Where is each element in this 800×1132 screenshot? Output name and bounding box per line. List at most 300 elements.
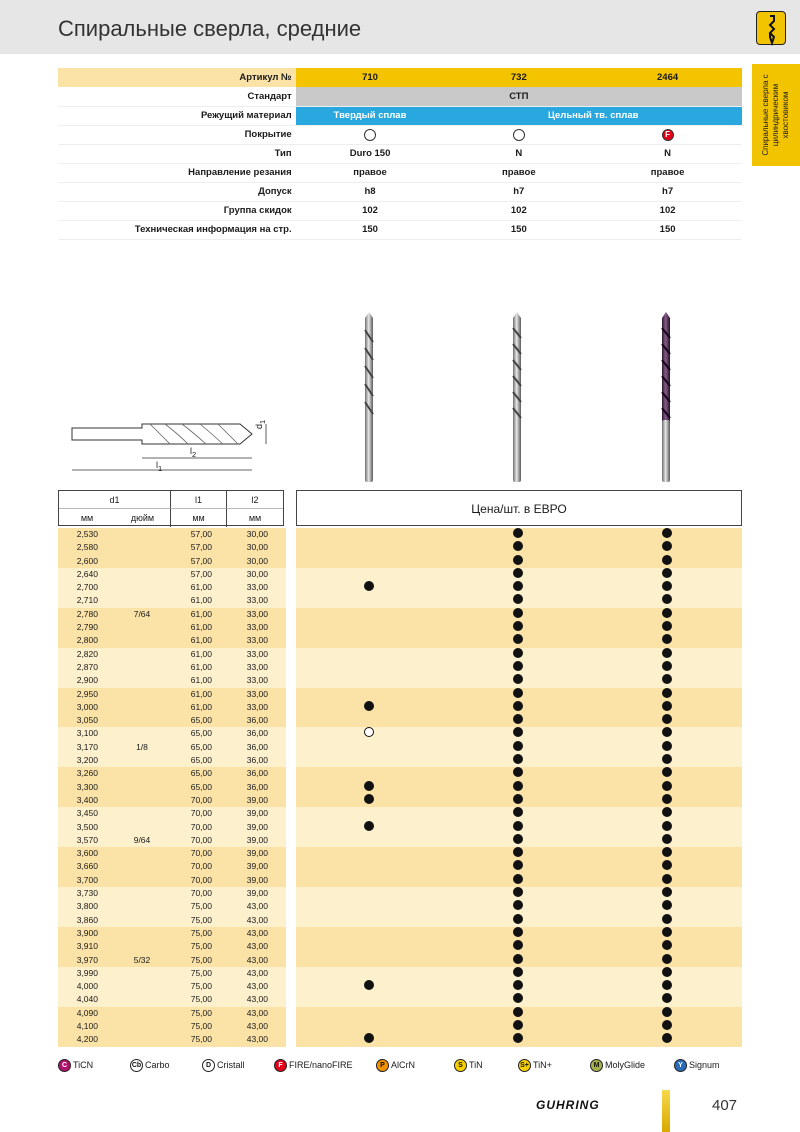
table-row <box>58 940 742 953</box>
availability-710-dot-icon <box>364 821 374 831</box>
col-l2: l2 <box>227 491 283 509</box>
table-row <box>58 847 742 860</box>
row-group <box>58 608 742 648</box>
diameter-mm: 2,710 <box>76 595 98 606</box>
availability-732-dot-icon <box>513 834 523 844</box>
length-l1: 70,00 <box>190 861 212 872</box>
length-l2: 30,00 <box>246 529 268 539</box>
availability-732-dot-icon <box>513 568 523 578</box>
length-l2: 36,00 <box>246 715 268 726</box>
diameter-inch: 1/8 <box>136 741 148 752</box>
column-gap <box>286 794 296 807</box>
availability-732-dot-icon <box>513 688 523 698</box>
table-row <box>58 914 742 927</box>
table-row <box>58 688 742 701</box>
length-l1: 75,00 <box>190 967 212 978</box>
material-732-2464: Цельный тв. сплав <box>444 106 742 125</box>
length-l1: 70,00 <box>190 808 212 819</box>
diameter-mm: 4,090 <box>76 1007 98 1018</box>
row-group <box>58 967 742 1007</box>
column-gap <box>286 661 296 674</box>
availability-2464-dot-icon <box>662 954 672 964</box>
table-row <box>58 954 742 967</box>
length-l1: 75,00 <box>190 1034 212 1045</box>
techinfo-2464[interactable]: 150 <box>593 220 742 239</box>
length-l1: 75,00 <box>190 1020 212 1031</box>
availability-710-dot-icon <box>364 1033 374 1043</box>
column-gap <box>286 847 296 860</box>
length-l2: 43,00 <box>246 927 268 938</box>
availability-2464-dot-icon <box>662 674 672 684</box>
length-l1: 61,00 <box>190 622 212 633</box>
length-l2: 30,00 <box>246 568 268 579</box>
type-710: Duro 150 <box>296 144 445 163</box>
table-row <box>58 1033 742 1046</box>
column-gap <box>286 621 296 634</box>
coating-732 <box>444 125 593 144</box>
diameter-mm: 2,950 <box>76 688 98 699</box>
length-l1: 61,00 <box>190 648 212 659</box>
availability-2464-dot-icon <box>662 741 672 751</box>
table-row <box>58 794 742 807</box>
diameter-mm: 3,860 <box>76 914 98 925</box>
spec-row-article <box>58 68 742 87</box>
diameter-inch: 9/64 <box>133 834 151 845</box>
spec-row-discount <box>58 201 742 220</box>
table-row <box>58 860 742 873</box>
drill-image-710 <box>357 312 381 484</box>
length-l1: 65,00 <box>190 741 212 752</box>
spec-row-standard <box>58 87 742 106</box>
availability-732-dot-icon <box>513 608 523 618</box>
length-l2: 33,00 <box>246 648 268 659</box>
column-gap <box>286 940 296 953</box>
length-l2: 33,00 <box>246 595 268 606</box>
legend-label: TiCN <box>73 1060 94 1070</box>
diameter-mm: 2,820 <box>76 648 98 659</box>
drill-dimension-diagram <box>60 410 280 481</box>
availability-2464-dot-icon <box>662 688 672 698</box>
table-row <box>58 807 742 820</box>
length-l1: 57,00 <box>190 568 212 579</box>
availability-2464-dot-icon <box>662 594 672 604</box>
length-l2: 36,00 <box>246 741 268 752</box>
table-row <box>58 727 742 740</box>
table-row <box>58 594 742 607</box>
availability-2464-dot-icon <box>662 807 672 817</box>
diameter-mm: 2,800 <box>76 635 98 646</box>
availability-732-dot-icon <box>513 847 523 857</box>
length-l2: 43,00 <box>246 967 268 978</box>
table-row <box>58 674 742 687</box>
legend-item <box>376 1057 415 1073</box>
col-d1: d1 <box>59 491 171 509</box>
unit-inch: дюйм <box>115 509 171 527</box>
availability-2464-dot-icon <box>662 874 672 884</box>
availability-732-dot-icon <box>513 993 523 1003</box>
type-732: N <box>444 144 593 163</box>
column-gap <box>286 568 296 581</box>
table-row <box>58 993 742 1006</box>
diameter-mm: 3,910 <box>76 941 98 952</box>
fire-coating-icon: F <box>662 129 674 141</box>
article-732: 732 <box>444 68 593 87</box>
table-row <box>58 714 742 727</box>
row-group <box>58 648 742 688</box>
diameter-inch: 5/32 <box>133 954 151 965</box>
col-l1: l1 <box>171 491 227 509</box>
availability-2464-dot-icon <box>662 900 672 910</box>
coating-badge-icon: S <box>454 1059 467 1072</box>
legend-label: Carbo <box>145 1060 170 1070</box>
diameter-mm: 3,500 <box>76 821 98 832</box>
availability-2464-dot-icon <box>662 701 672 711</box>
length-l2: 39,00 <box>246 794 268 805</box>
availability-2464-dot-icon <box>662 794 672 804</box>
length-l1: 75,00 <box>190 1007 212 1018</box>
column-gap <box>286 767 296 780</box>
legend-label: MolyGlide <box>605 1060 646 1070</box>
row-group <box>58 887 742 927</box>
spec-label: Режущий материал <box>58 106 296 125</box>
spec-row-direction <box>58 163 742 182</box>
length-l1: 61,00 <box>190 582 212 593</box>
availability-2464-dot-icon <box>662 993 672 1003</box>
diameter-mm: 3,400 <box>76 794 98 805</box>
row-group <box>58 927 742 967</box>
length-l1: 61,00 <box>190 688 212 699</box>
length-l1: 75,00 <box>190 981 212 992</box>
table-row <box>58 967 742 980</box>
dimension-table-header <box>58 490 284 526</box>
column-gap <box>286 1020 296 1033</box>
availability-2464-dot-icon <box>662 1020 672 1030</box>
direction-710: правое <box>296 163 445 182</box>
standard-value: СТП <box>296 87 742 106</box>
length-l2: 43,00 <box>246 981 268 992</box>
no-coating-icon <box>364 129 376 141</box>
spec-row-material <box>58 106 742 125</box>
brand-logo: GUHRING <box>536 1098 600 1112</box>
diameter-mm: 3,700 <box>76 874 98 885</box>
length-l2: 43,00 <box>246 1020 268 1031</box>
diameter-mm: 3,970 <box>76 954 98 965</box>
discount-2464: 102 <box>593 201 742 220</box>
length-l2: 36,00 <box>246 781 268 792</box>
diameter-mm: 3,600 <box>76 848 98 859</box>
availability-732-dot-icon <box>513 887 523 897</box>
table-row <box>58 528 742 541</box>
length-l1: 65,00 <box>190 728 212 739</box>
spec-label: Артикул № <box>58 68 296 87</box>
diameter-mm: 3,170 <box>76 741 98 752</box>
length-l1: 57,00 <box>190 555 212 566</box>
techinfo-710[interactable]: 150 <box>296 220 445 239</box>
column-gap <box>286 741 296 754</box>
coating-badge-icon: S+ <box>518 1059 531 1072</box>
availability-732-dot-icon <box>513 714 523 724</box>
diameter-mm: 3,570 <box>76 834 98 845</box>
availability-732-dot-icon <box>513 634 523 644</box>
length-l2: 33,00 <box>246 635 268 646</box>
unit-mm: мм <box>80 513 94 523</box>
length-l1: 75,00 <box>190 927 212 938</box>
diameter-mm: 3,900 <box>76 927 98 938</box>
row-group <box>58 528 742 568</box>
table-row <box>58 767 742 780</box>
availability-732-dot-icon <box>513 661 523 671</box>
legend-item <box>58 1057 93 1073</box>
legend-label: AlCrN <box>391 1060 415 1070</box>
table-row <box>58 541 742 554</box>
length-l1: 65,00 <box>190 755 212 766</box>
availability-710-dot-icon <box>364 794 374 804</box>
page-title: Спиральные сверла, средние <box>58 16 362 41</box>
diameter-mm: 3,450 <box>76 808 98 819</box>
table-row <box>58 821 742 834</box>
column-gap <box>286 1033 296 1046</box>
length-l1: 75,00 <box>190 914 212 925</box>
availability-732-dot-icon <box>513 594 523 604</box>
diameter-mm: 2,600 <box>76 555 98 566</box>
availability-2464-dot-icon <box>662 967 672 977</box>
column-gap <box>286 781 296 794</box>
table-row <box>58 781 742 794</box>
availability-2464-dot-icon <box>662 555 672 565</box>
page-number: 407 <box>712 1097 738 1114</box>
length-l2: 30,00 <box>246 555 268 566</box>
page-marker <box>662 1090 670 1132</box>
availability-732-dot-icon <box>513 581 523 591</box>
availability-732-dot-icon <box>513 954 523 964</box>
column-gap <box>286 874 296 887</box>
length-l1: 75,00 <box>190 901 212 912</box>
row-group <box>58 1007 742 1047</box>
coating-710 <box>296 125 445 144</box>
length-l1: 61,00 <box>190 635 212 646</box>
coating-badge-icon: C <box>58 1059 71 1072</box>
spec-label: Группа скидок <box>58 201 296 220</box>
length-l1: 61,00 <box>190 595 212 606</box>
availability-710-dot-icon <box>364 980 374 990</box>
availability-732-dot-icon <box>513 900 523 910</box>
availability-732-dot-icon <box>513 874 523 884</box>
availability-732-dot-icon <box>513 741 523 751</box>
availability-732-dot-icon <box>513 648 523 658</box>
spec-row-techinfo <box>58 220 742 239</box>
availability-2464-dot-icon <box>662 834 672 844</box>
availability-2464-dot-icon <box>662 1033 672 1043</box>
availability-732-dot-icon <box>513 621 523 631</box>
legend-item <box>674 1057 720 1073</box>
availability-2464-dot-icon <box>662 927 672 937</box>
availability-710-dot-icon <box>364 581 374 591</box>
coating-badge-icon: D <box>202 1059 215 1072</box>
length-l2: 33,00 <box>246 688 268 699</box>
availability-2464-dot-icon <box>662 727 672 737</box>
table-row <box>58 661 742 674</box>
availability-2464-dot-icon <box>662 914 672 924</box>
length-l1: 61,00 <box>190 661 212 672</box>
legend-label: Signum <box>689 1060 720 1070</box>
coating-badge-icon: P <box>376 1059 389 1072</box>
length-l1: 65,00 <box>190 715 212 726</box>
length-l1: 57,00 <box>190 529 212 539</box>
legend-label: TiN+ <box>533 1060 552 1070</box>
diameter-mm: 2,870 <box>76 661 98 672</box>
availability-2464-dot-icon <box>662 714 672 724</box>
availability-732-dot-icon <box>513 794 523 804</box>
diameter-mm: 3,200 <box>76 755 98 766</box>
length-l1: 61,00 <box>190 675 212 686</box>
diameter-mm: 4,100 <box>76 1020 98 1031</box>
length-l1: 75,00 <box>190 941 212 952</box>
table-row <box>58 581 742 594</box>
availability-2464-dot-icon <box>662 528 672 538</box>
availability-732-dot-icon <box>513 807 523 817</box>
column-gap <box>286 954 296 967</box>
drill-logo-icon <box>756 11 786 45</box>
unit-mm-l2: мм <box>248 513 262 523</box>
availability-732-dot-icon <box>513 674 523 684</box>
row-group <box>58 847 742 887</box>
side-tab-text: Спиральные сверла с цилиндрическим хвостовиком <box>761 74 790 156</box>
column-gap <box>286 634 296 647</box>
direction-2464: правое <box>593 163 742 182</box>
diameter-mm: 3,000 <box>76 701 98 712</box>
spec-label: Стандарт <box>58 87 296 106</box>
availability-2464-dot-icon <box>662 940 672 950</box>
availability-732-dot-icon <box>513 1020 523 1030</box>
tolerance-732: h7 <box>444 182 593 201</box>
spec-row-tolerance <box>58 182 742 201</box>
length-l2: 39,00 <box>246 874 268 885</box>
length-l2: 39,00 <box>246 808 268 819</box>
coating-badge-icon: M <box>590 1059 603 1072</box>
page-header <box>0 0 800 54</box>
row-group <box>58 688 742 728</box>
length-l1: 70,00 <box>190 848 212 859</box>
discount-710: 102 <box>296 201 445 220</box>
table-row <box>58 634 742 647</box>
length-l1: 65,00 <box>190 768 212 779</box>
spec-label: Покрытие <box>58 125 296 144</box>
length-l1: 75,00 <box>190 994 212 1005</box>
legend-item <box>454 1057 483 1073</box>
spec-row-coating <box>58 125 742 144</box>
coating-legend <box>58 1057 742 1073</box>
column-gap <box>286 1007 296 1020</box>
column-gap <box>286 900 296 913</box>
availability-732-dot-icon <box>513 1033 523 1043</box>
diameter-mm: 3,100 <box>76 728 98 739</box>
table-row <box>58 754 742 767</box>
availability-732-dot-icon <box>513 860 523 870</box>
column-gap <box>286 807 296 820</box>
availability-2464-dot-icon <box>662 980 672 990</box>
column-gap <box>286 834 296 847</box>
availability-2464-dot-icon <box>662 767 672 777</box>
column-gap <box>286 594 296 607</box>
product-rows <box>58 528 742 1047</box>
length-l2: 43,00 <box>246 1034 268 1045</box>
length-l2: 36,00 <box>246 755 268 766</box>
diameter-mm: 3,300 <box>76 781 98 792</box>
legend-item <box>590 1057 645 1073</box>
legend-label: TiN <box>469 1060 483 1070</box>
table-row <box>58 648 742 661</box>
drill-image-732 <box>505 312 529 484</box>
direction-732: правое <box>444 163 593 182</box>
availability-732-dot-icon <box>513 967 523 977</box>
diameter-mm: 3,730 <box>76 888 98 899</box>
availability-2464-dot-icon <box>662 581 672 591</box>
availability-732-dot-icon <box>513 727 523 737</box>
availability-732-dot-icon <box>513 1007 523 1017</box>
availability-732-dot-icon <box>513 701 523 711</box>
tolerance-2464: h7 <box>593 182 742 201</box>
spec-row-type <box>58 144 742 163</box>
row-group <box>58 727 742 767</box>
legend-item <box>202 1057 245 1073</box>
column-gap <box>286 555 296 568</box>
length-l2: 33,00 <box>246 701 268 712</box>
column-gap <box>286 714 296 727</box>
column-gap <box>286 727 296 740</box>
no-coating-icon <box>513 129 525 141</box>
table-row <box>58 608 742 621</box>
length-l2: 36,00 <box>246 728 268 739</box>
column-gap <box>286 821 296 834</box>
length-l1: 70,00 <box>190 821 212 832</box>
length-l2: 43,00 <box>246 1007 268 1018</box>
column-gap <box>286 541 296 554</box>
length-l2: 39,00 <box>246 861 268 872</box>
availability-732-dot-icon <box>513 914 523 924</box>
table-row <box>58 555 742 568</box>
row-group <box>58 767 742 807</box>
article-2464: 2464 <box>593 68 742 87</box>
length-l1: 70,00 <box>190 874 212 885</box>
drill-image-2464 <box>654 312 678 484</box>
column-gap <box>286 927 296 940</box>
availability-732-dot-icon <box>513 754 523 764</box>
column-gap <box>286 980 296 993</box>
legend-item <box>518 1057 552 1073</box>
techinfo-732[interactable]: 150 <box>444 220 593 239</box>
length-l2: 39,00 <box>246 888 268 899</box>
availability-732-dot-icon <box>513 555 523 565</box>
tolerance-710: h8 <box>296 182 445 201</box>
diameter-mm: 3,800 <box>76 901 98 912</box>
diameter-inch: 7/64 <box>133 608 151 619</box>
availability-2464-dot-icon <box>662 847 672 857</box>
spec-table <box>58 68 742 240</box>
discount-732: 102 <box>444 201 593 220</box>
d1-label: $d_1$ <box>254 419 267 429</box>
diameter-mm: 3,050 <box>76 715 98 726</box>
diameter-mm: 4,200 <box>76 1034 98 1045</box>
unit-mm-l1: мм <box>171 509 227 527</box>
diameter-mm: 4,040 <box>76 994 98 1005</box>
diameter-mm: 3,260 <box>76 768 98 779</box>
length-l1: 70,00 <box>190 888 212 899</box>
column-gap <box>286 860 296 873</box>
length-l1: 70,00 <box>190 834 212 845</box>
diameter-mm: 3,660 <box>76 861 98 872</box>
length-l2: 33,00 <box>246 622 268 633</box>
table-row <box>58 1020 742 1033</box>
